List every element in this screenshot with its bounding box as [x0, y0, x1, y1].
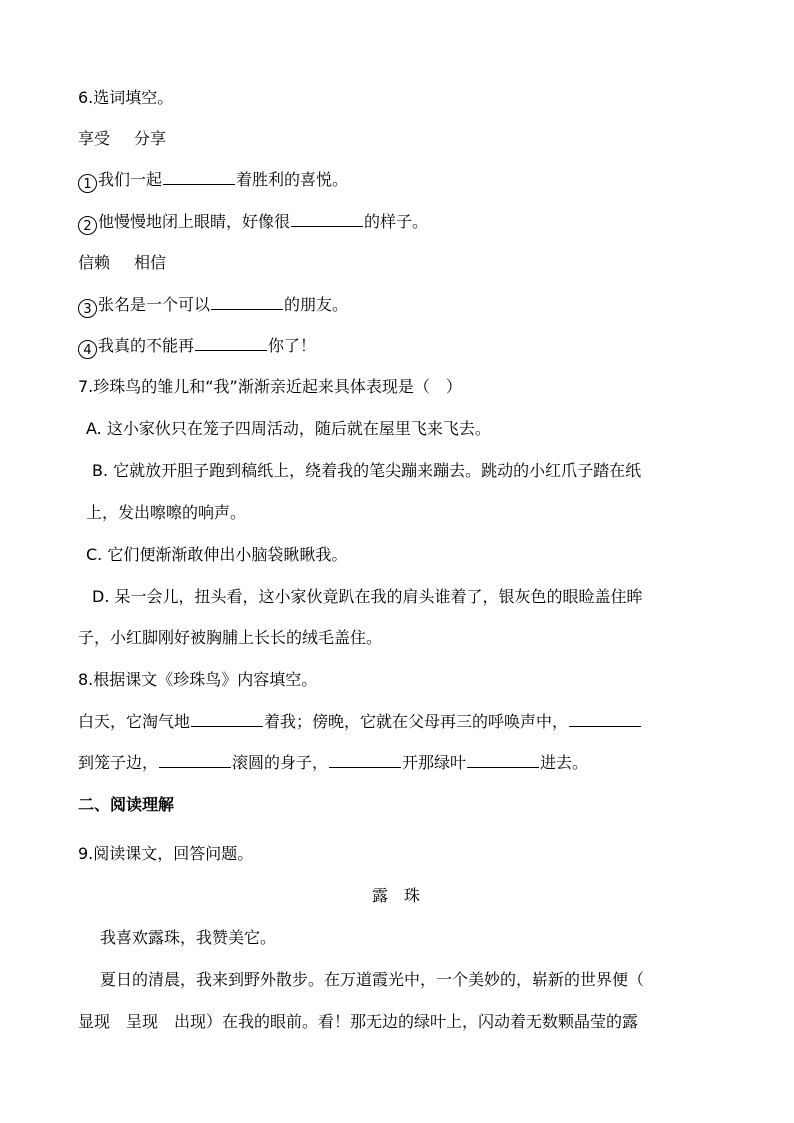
q8-blank-1[interactable]	[191, 712, 263, 727]
q8-blank-5[interactable]	[467, 753, 539, 768]
q7-option-b-line1: B. 它就放开胆子跑到稿纸上，绕着我的笔尖蹦来蹦去。跳动的小红爪子踏在纸	[92, 461, 642, 480]
circled-number-4: 4	[78, 340, 97, 359]
q9-title: 9.阅读课文，回答问题。	[78, 844, 254, 863]
q6-word-enjoy: 享受	[78, 129, 111, 148]
q6-word-group-1	[78, 129, 166, 149]
q8-blank-4[interactable]	[329, 753, 401, 768]
q6-sentence-4	[78, 336, 316, 356]
q8-l1-a: 白天，它淘气地	[78, 712, 191, 731]
q6-s2-post: 的样子。	[364, 212, 429, 231]
q6-title: 6.选词填空。	[78, 88, 174, 107]
q8-blank-3[interactable]	[159, 753, 231, 768]
q6-sentence-1	[78, 170, 348, 190]
passage-paragraph-2-line1: 夏日的清晨，我来到野外散步。在万道霞光中，一个美妙的，崭新的世界便（	[100, 970, 645, 989]
q7-option-c: C. 它们便渐渐敢伸出小脑袋瞅瞅我。	[86, 545, 348, 564]
q8-blank-2[interactable]	[569, 712, 641, 727]
q6-s1-post: 着胜利的喜悦。	[236, 170, 349, 189]
q8-l1-b: 着我；傍晚，它就在父母再三的呼唤声中，	[264, 712, 569, 731]
q6-s3-post: 的朋友。	[284, 295, 349, 314]
passage-paragraph-2-line2: 显现 呈现 出现）在我的眼前。看！那无边的绿叶上，闪动着无数颗晶莹的露	[78, 1012, 639, 1031]
q6-word-trust: 信赖	[78, 253, 111, 272]
circled-number-2: 2	[78, 216, 97, 235]
q8-l2-a: 到笼子边，	[78, 753, 159, 772]
q6-s1-blank[interactable]	[163, 170, 235, 185]
q8-line-1	[78, 712, 642, 732]
section-reading-heading: 二、阅读理解	[78, 795, 175, 814]
q7-option-a: A. 这小家伙只在笼子四周活动，随后就在屋里飞来飞去。	[86, 419, 491, 438]
q7-option-d-line1: D. 呆一会儿，扭头看，这小家伙竟趴在我的肩头谁着了，银灰色的眼睑盖住眸	[92, 587, 643, 606]
passage-title: 露 珠	[372, 886, 421, 905]
q6-s3-pre: 张名是一个可以	[98, 295, 211, 314]
circled-number-3: 3	[78, 299, 97, 318]
q6-s1-pre: 我们一起	[98, 170, 163, 189]
q8-l2-c: 开那绿叶	[402, 753, 467, 772]
q6-s4-blank[interactable]	[195, 336, 267, 351]
q6-word-share: 分享	[134, 129, 167, 148]
q6-word-group-2	[78, 253, 166, 273]
q6-s4-pre: 我真的不能再	[98, 336, 195, 355]
q7-option-b-line2: 上，发出嚓嚓的响声。	[86, 503, 247, 522]
q8-l2-b: 滚圆的身子，	[232, 753, 329, 772]
q6-sentence-3	[78, 295, 348, 315]
q8-title: 8.根据课文《珍珠鸟》内容填空。	[78, 670, 318, 689]
q6-s4-post: 你了！	[268, 336, 317, 355]
q6-s2-blank[interactable]	[291, 212, 363, 227]
q6-sentence-2	[78, 212, 428, 232]
q8-line-2	[78, 753, 588, 773]
q6-s2-pre: 他慢慢地闭上眼睛，好像很	[98, 212, 291, 231]
q6-s3-blank[interactable]	[211, 295, 283, 310]
q6-word-believe: 相信	[134, 253, 167, 272]
circled-number-1: 1	[78, 174, 97, 193]
q7-option-d-line2: 子，小红脚刚好被胸脯上长长的绒毛盖住。	[78, 628, 383, 647]
q8-l2-d: 进去。	[540, 753, 589, 772]
passage-paragraph-1: 我喜欢露珠，我赞美它。	[100, 928, 277, 947]
q7-title: 7.珍珠鸟的雏儿和“我”渐渐亲近起来具体表现是（ ）	[78, 377, 462, 396]
